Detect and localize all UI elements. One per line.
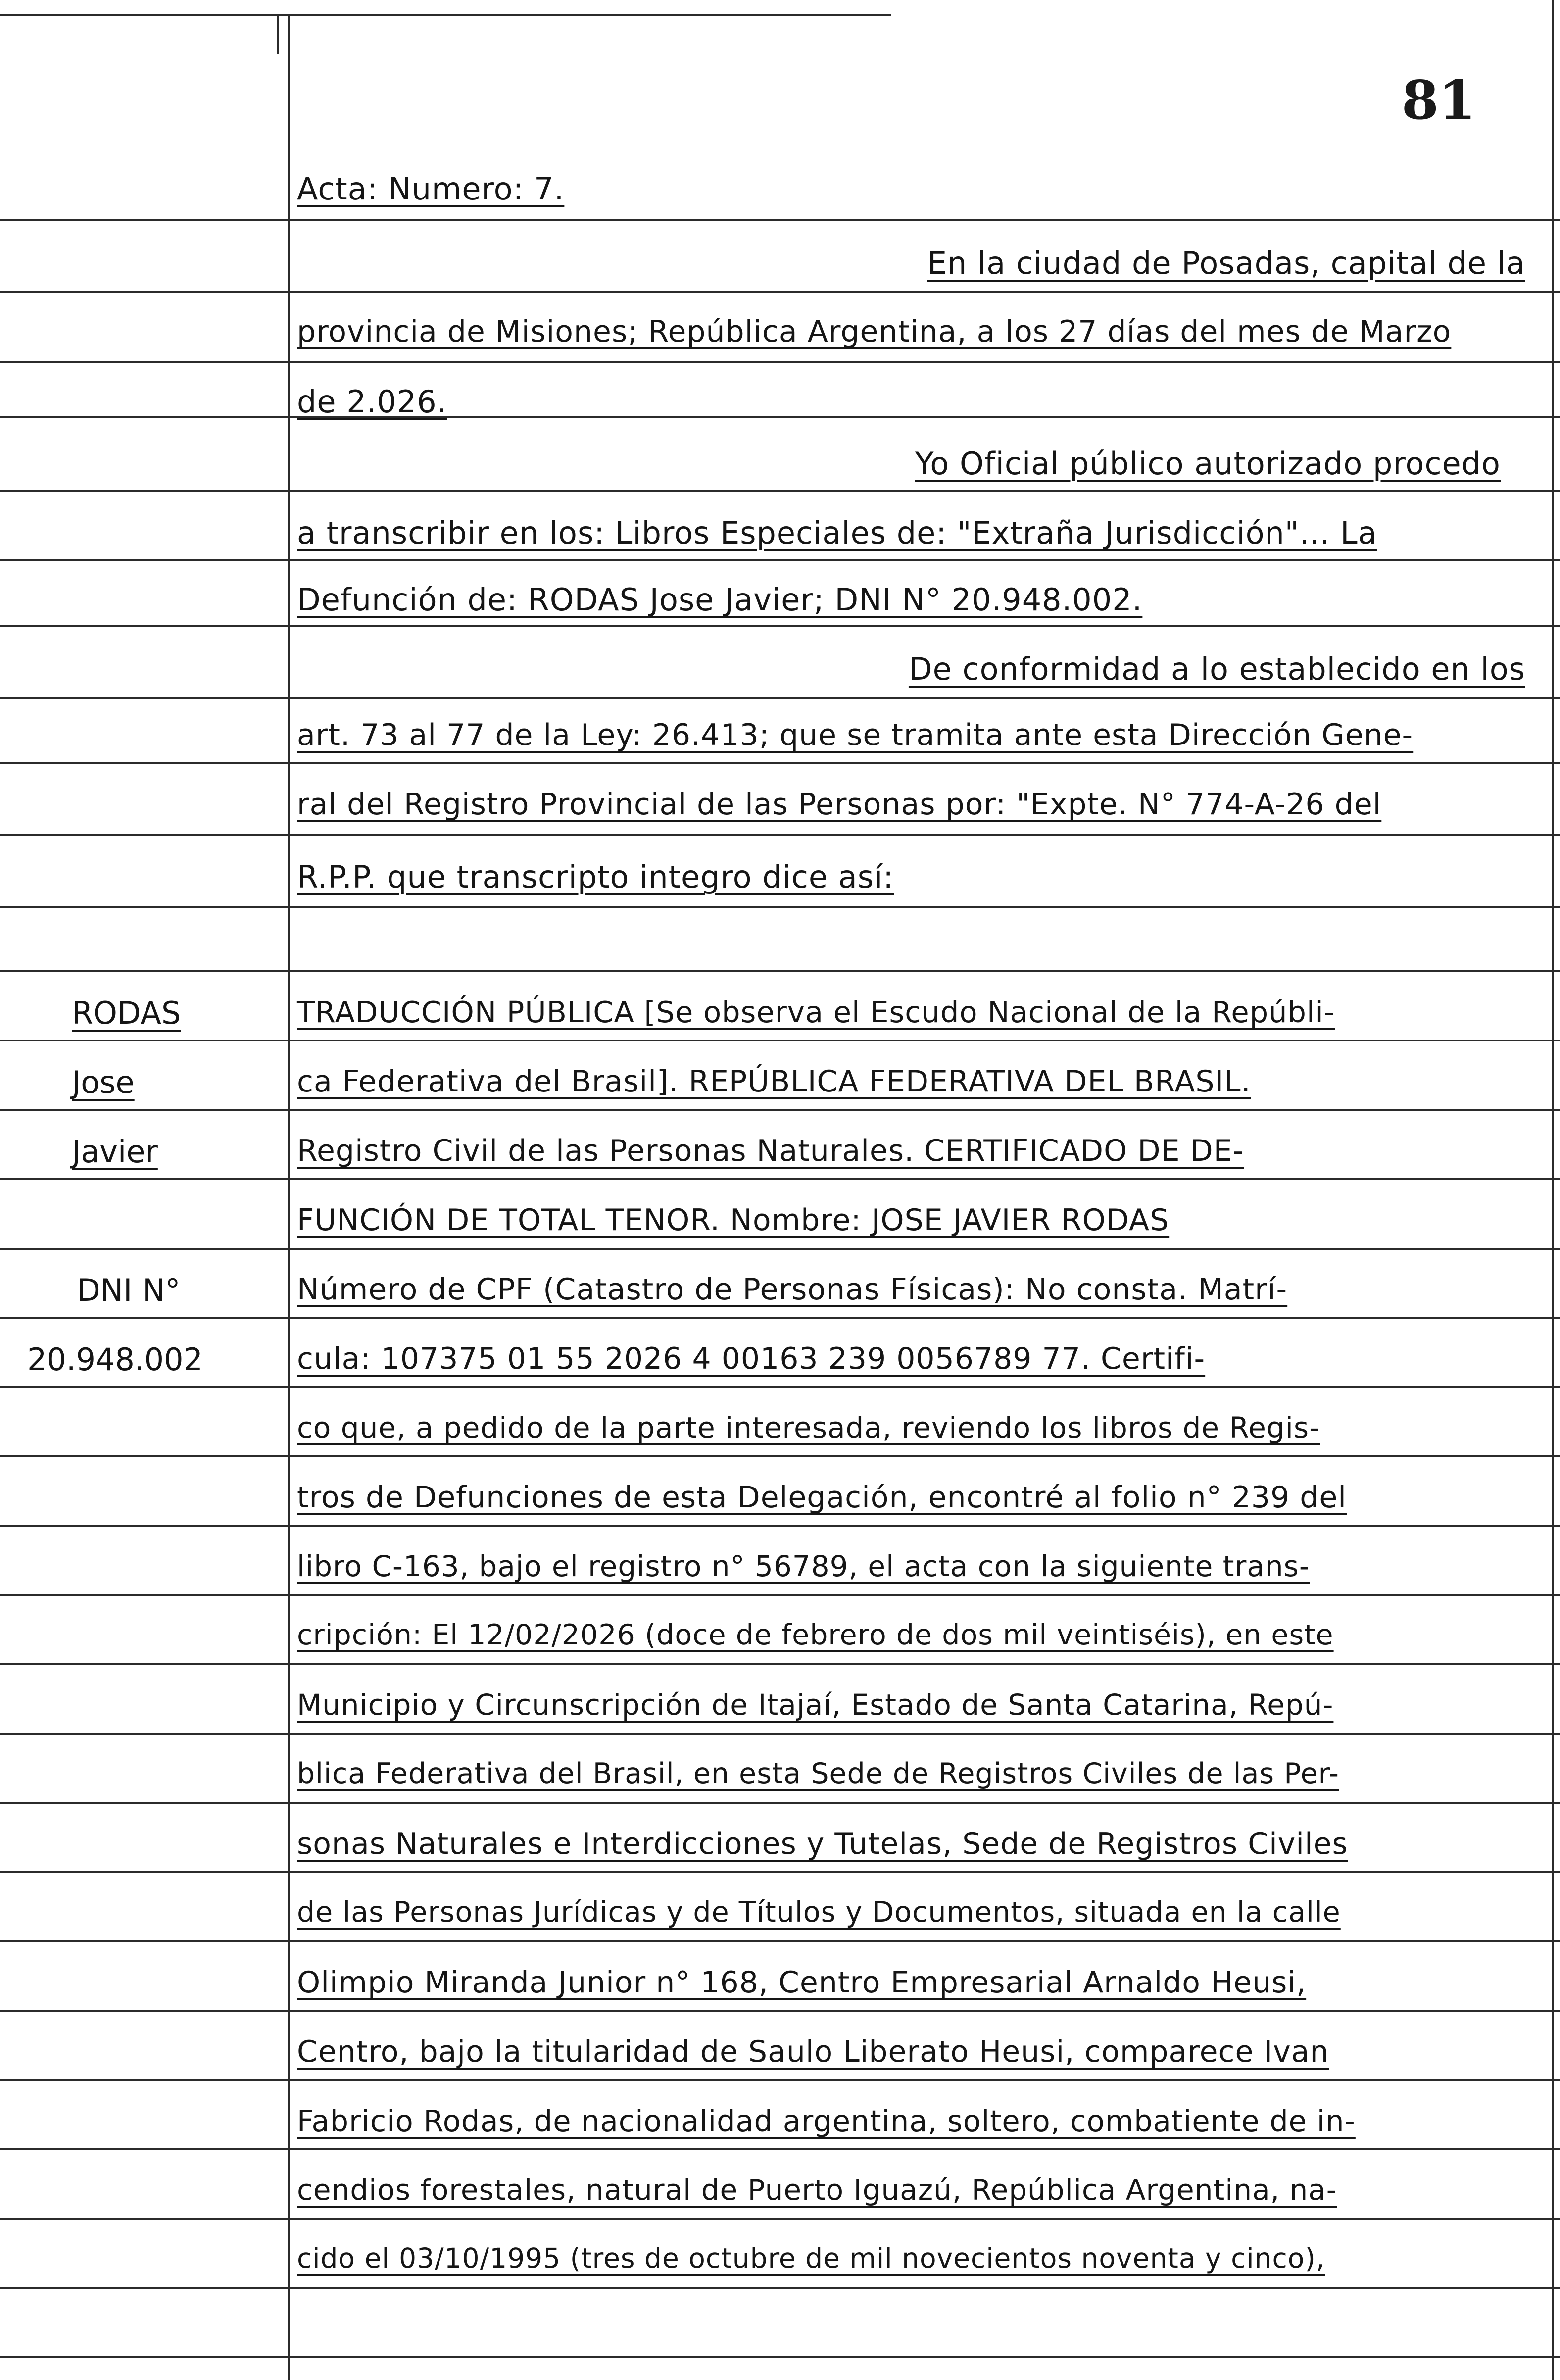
translation-line: de las Personas Jurídicas y de Títulos y Documentos, situada en la calle <box>297 1896 1341 1929</box>
ruled-line <box>0 625 1560 627</box>
ruled-line <box>0 1802 1560 1804</box>
ruled-line <box>0 906 1560 908</box>
translation-line: Olimpio Miranda Junior n° 168, Centro Empresarial Arnaldo Heusi, <box>297 1965 1307 2000</box>
ruled-line <box>0 219 1560 221</box>
translation-line: Número de CPF (Catastro de Personas Físicas): No consta. Matrí- <box>297 1272 1288 1307</box>
acta-line: En la ciudad de Posadas, capital de la <box>927 245 1525 281</box>
acta-line: R.P.P. que transcripto integro dice así: <box>297 859 894 895</box>
translation-line: cendios forestales, natural de Puerto Iguazú, República Argentina, na- <box>297 2173 1337 2207</box>
margin-dni-label: DNI N° <box>77 1272 181 1308</box>
ruled-line <box>0 834 1560 836</box>
ruled-line <box>0 559 1560 561</box>
acta-line: de 2.026. <box>297 384 447 420</box>
acta-line: Yo Oficial público autorizado procedo <box>915 446 1501 482</box>
ruled-line <box>0 291 1560 293</box>
ruled-line <box>0 970 1560 972</box>
translation-line: FUNCIÓN DE TOTAL TENOR. Nombre: JOSE JAVIER RODAS <box>297 1203 1170 1238</box>
ruled-line <box>0 1248 1560 1250</box>
ruled-line <box>0 1386 1560 1388</box>
ruled-line <box>0 2148 1560 2150</box>
ruled-line <box>0 2356 1560 2358</box>
margin-dni-number: 20.948.002 <box>27 1341 203 1378</box>
translation-line: sonas Naturales e Interdicciones y Tutelas, Sede de Registros Civiles <box>297 1827 1348 1861</box>
ruled-line <box>0 2010 1560 2012</box>
translation-line: co que, a pedido de la parte interesada, reviendo los libros de Regis- <box>297 1411 1320 1444</box>
acta-line: Defunción de: RODAS Jose Javier; DNI N° 20.948.002. <box>297 582 1143 618</box>
translation-line: Centro, bajo la titularidad de Saulo Liberato Heusi, comparece Ivan <box>297 2034 1329 2069</box>
ruled-line <box>0 2218 1560 2220</box>
crop-mark <box>277 15 279 54</box>
ruled-line <box>0 2287 1560 2289</box>
margin-first-name: Jose <box>72 1064 135 1100</box>
ruled-line <box>0 1940 1560 1942</box>
translation-line: ca Federativa del Brasil]. REPÚBLICA FEDERATIVA DEL BRASIL. <box>297 1064 1251 1099</box>
ruled-line <box>0 14 891 16</box>
acta-line: De conformidad a lo establecido en los <box>908 651 1525 687</box>
acta-number: Acta: Numero: 7. <box>297 171 565 207</box>
ruled-line <box>0 2079 1560 2081</box>
margin-line <box>288 15 290 2380</box>
translation-line: blica Federativa del Brasil, en esta Sede de Registros Civiles de las Per- <box>297 1757 1339 1790</box>
ruled-line <box>0 1178 1560 1180</box>
ruled-line <box>0 697 1560 699</box>
translation-line: tros de Defunciones de esta Delegación, encontré al folio n° 239 del <box>297 1480 1347 1515</box>
translation-line: cripción: El 12/02/2026 (doce de febrero de dos mil veintiséis), en este <box>297 1619 1334 1651</box>
page-number: 81 <box>1401 69 1476 132</box>
margin-second-name: Javier <box>72 1134 158 1170</box>
ruled-line <box>0 1040 1560 1041</box>
translation-line: cido el 03/10/1995 (tres de octubre de mil novecientos noventa y cinco), <box>297 2242 1325 2274</box>
ruled-line <box>0 1317 1560 1319</box>
ruled-line <box>0 490 1560 492</box>
ruled-line <box>0 1594 1560 1596</box>
translation-line: TRADUCCIÓN PÚBLICA [Se observa el Escudo Nacional de la Repúbli- <box>297 995 1335 1029</box>
ruled-line <box>0 1733 1560 1735</box>
ruled-line <box>0 416 1560 418</box>
translation-line: Fabricio Rodas, de nacionalidad argentina, soltero, combatiente de in- <box>297 2104 1356 2138</box>
acta-line: ral del Registro Provincial de las Personas por: "Expte. N° 774-A-26 del <box>297 787 1382 822</box>
ruled-line <box>0 1455 1560 1457</box>
ruled-line <box>0 1109 1560 1111</box>
acta-line: art. 73 al 77 de la Ley: 26.413; que se tramita ante esta Dirección Gene- <box>297 718 1414 752</box>
translation-line: libro C-163, bajo el registro n° 56789, el acta con la siguiente trans- <box>297 1549 1310 1583</box>
ruled-line <box>0 1871 1560 1873</box>
ruled-line <box>0 1663 1560 1665</box>
translation-line: Registro Civil de las Personas Naturales. CERTIFICADO DE DE- <box>297 1134 1244 1168</box>
ruled-line <box>0 762 1560 764</box>
acta-line: provincia de Misiones; República Argentina, a los 27 días del mes de Marzo <box>297 314 1452 349</box>
margin-surname: RODAS <box>72 995 181 1031</box>
right-border <box>1552 0 1554 2380</box>
translation-line: cula: 107375 01 55 2026 4 00163 239 0056789 77. Certifi- <box>297 1341 1206 1376</box>
acta-line: a transcribir en los: Libros Especiales de: "Extraña Jurisdicción"... La <box>297 515 1377 551</box>
ruled-line <box>0 361 1560 363</box>
translation-line: Municipio y Circunscripción de Itajaí, Estado de Santa Catarina, Repú- <box>297 1688 1334 1722</box>
ruled-line <box>0 1525 1560 1527</box>
